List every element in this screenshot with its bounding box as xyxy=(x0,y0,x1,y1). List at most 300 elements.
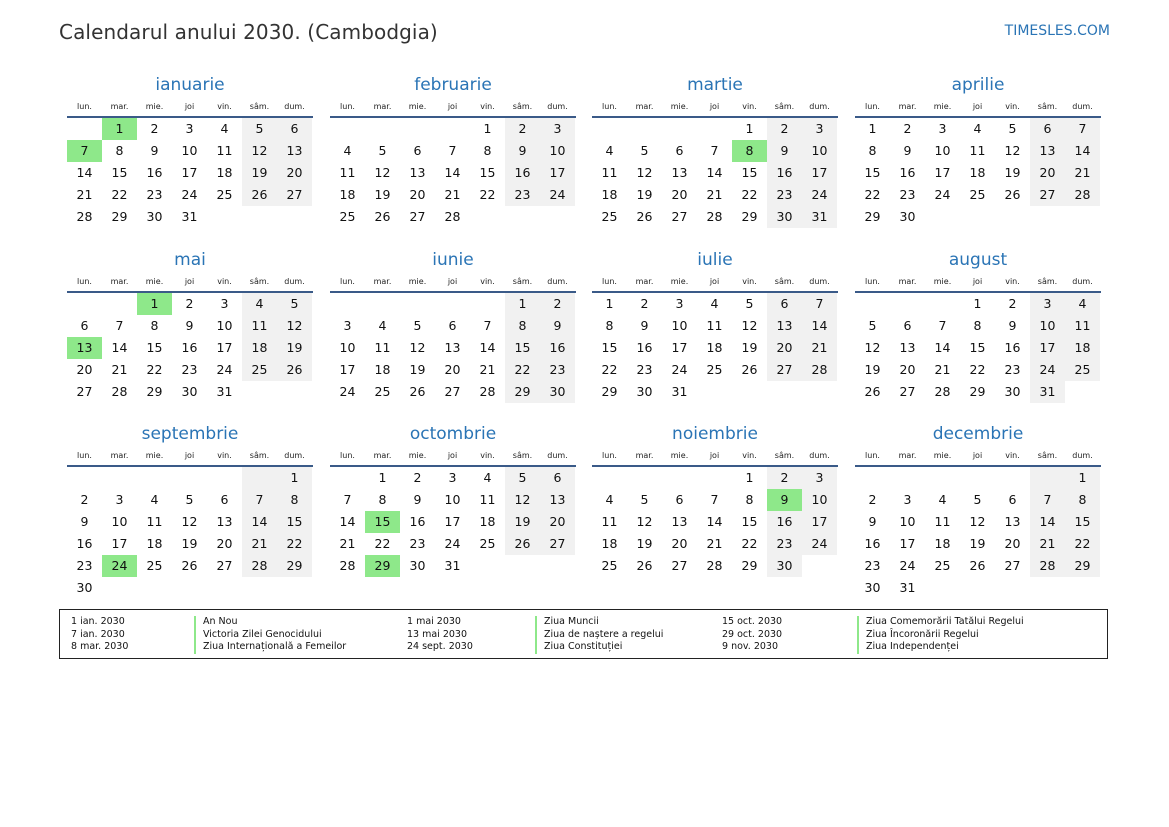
day-cell[interactable]: 24 xyxy=(802,184,837,206)
day-cell[interactable]: 10 xyxy=(934,143,951,158)
day-cell[interactable]: 26 xyxy=(505,533,540,555)
day-cell[interactable]: 19 xyxy=(374,187,391,202)
day-cell[interactable]: 28 xyxy=(706,209,723,224)
day-cell[interactable]: 7 xyxy=(710,492,719,507)
day-cell[interactable]: 2 xyxy=(868,492,877,507)
day-cell[interactable]: 13 xyxy=(671,165,688,180)
day-cell[interactable]: 29 xyxy=(601,384,618,399)
day-cell[interactable]: 29 xyxy=(969,384,986,399)
day-cell[interactable]: 26 xyxy=(409,384,426,399)
day-cell[interactable]: 30 xyxy=(146,209,163,224)
day-cell[interactable]: 14 xyxy=(802,315,837,337)
day-cell[interactable]: 26 xyxy=(864,384,881,399)
day-cell[interactable]: 3 xyxy=(185,121,194,136)
day-cell[interactable]: 16 xyxy=(1004,340,1021,355)
day-cell[interactable]: 12 xyxy=(409,340,426,355)
day-cell[interactable]: 1 xyxy=(277,467,312,489)
day-cell[interactable]: 29 xyxy=(365,555,400,577)
day-cell[interactable]: 12 xyxy=(636,514,653,529)
day-cell[interactable]: 1 xyxy=(745,470,754,485)
day-cell[interactable]: 16 xyxy=(181,340,198,355)
day-cell[interactable]: 10 xyxy=(216,318,233,333)
day-cell[interactable]: 21 xyxy=(706,187,723,202)
day-cell[interactable]: 4 xyxy=(378,318,387,333)
day-cell[interactable]: 8 xyxy=(973,318,982,333)
day-cell[interactable]: 20 xyxy=(216,536,233,551)
day-cell[interactable]: 17 xyxy=(181,165,198,180)
day-cell[interactable]: 24 xyxy=(216,362,233,377)
day-cell[interactable]: 14 xyxy=(444,165,461,180)
day-cell[interactable]: 9 xyxy=(185,318,194,333)
day-cell[interactable]: 16 xyxy=(636,340,653,355)
day-cell[interactable]: 22 xyxy=(1065,533,1100,555)
day-cell[interactable]: 17 xyxy=(444,514,461,529)
day-cell[interactable]: 26 xyxy=(277,359,312,381)
day-cell[interactable]: 16 xyxy=(146,165,163,180)
day-cell[interactable]: 28 xyxy=(934,384,951,399)
day-cell[interactable]: 17 xyxy=(1030,337,1065,359)
day-cell[interactable]: 30 xyxy=(540,381,575,403)
day-cell[interactable]: 24 xyxy=(444,536,461,551)
day-cell[interactable]: 26 xyxy=(374,209,391,224)
day-cell[interactable]: 25 xyxy=(479,536,496,551)
day-cell[interactable]: 23 xyxy=(409,536,426,551)
day-cell[interactable]: 21 xyxy=(339,536,356,551)
day-cell[interactable]: 17 xyxy=(899,536,916,551)
day-cell[interactable]: 15 xyxy=(505,337,540,359)
day-cell[interactable]: 6 xyxy=(220,492,229,507)
day-cell[interactable]: 3 xyxy=(675,296,684,311)
day-cell[interactable]: 9 xyxy=(150,143,159,158)
day-cell[interactable]: 24 xyxy=(934,187,951,202)
day-cell[interactable]: 3 xyxy=(540,118,575,140)
day-cell[interactable]: 13 xyxy=(899,340,916,355)
day-cell[interactable]: 22 xyxy=(111,187,128,202)
day-cell[interactable]: 8 xyxy=(745,492,754,507)
day-cell[interactable]: 5 xyxy=(640,143,649,158)
day-cell[interactable]: 11 xyxy=(934,514,951,529)
day-cell[interactable]: 30 xyxy=(76,580,93,595)
day-cell[interactable]: 15 xyxy=(277,511,312,533)
day-cell[interactable]: 2 xyxy=(903,121,912,136)
day-cell[interactable]: 24 xyxy=(1030,359,1065,381)
day-cell[interactable]: 21 xyxy=(111,362,128,377)
day-cell[interactable]: 18 xyxy=(601,187,618,202)
day-cell[interactable]: 3 xyxy=(903,492,912,507)
day-cell[interactable]: 25 xyxy=(601,209,618,224)
day-cell[interactable]: 18 xyxy=(601,536,618,551)
day-cell[interactable]: 18 xyxy=(934,536,951,551)
day-cell[interactable]: 11 xyxy=(242,315,277,337)
day-cell[interactable]: 25 xyxy=(374,384,391,399)
day-cell[interactable]: 7 xyxy=(483,318,492,333)
day-cell[interactable]: 29 xyxy=(1065,555,1100,577)
day-cell[interactable]: 4 xyxy=(605,492,614,507)
day-cell[interactable]: 3 xyxy=(802,467,837,489)
day-cell[interactable]: 9 xyxy=(1008,318,1017,333)
day-cell[interactable]: 6 xyxy=(413,143,422,158)
day-cell[interactable]: 25 xyxy=(216,187,233,202)
day-cell[interactable]: 4 xyxy=(343,143,352,158)
day-cell[interactable]: 2 xyxy=(150,121,159,136)
day-cell[interactable]: 6 xyxy=(675,143,684,158)
day-cell[interactable]: 26 xyxy=(969,558,986,573)
day-cell[interactable]: 27 xyxy=(767,359,802,381)
day-cell[interactable]: 27 xyxy=(899,384,916,399)
day-cell[interactable]: 11 xyxy=(374,340,391,355)
day-cell[interactable]: 8 xyxy=(732,140,767,162)
day-cell[interactable]: 27 xyxy=(277,184,312,206)
day-cell[interactable]: 2 xyxy=(185,296,194,311)
day-cell[interactable]: 19 xyxy=(741,340,758,355)
day-cell[interactable]: 1 xyxy=(102,118,137,140)
day-cell[interactable]: 5 xyxy=(1008,121,1017,136)
day-cell[interactable]: 19 xyxy=(1004,165,1021,180)
day-cell[interactable]: 5 xyxy=(242,118,277,140)
day-cell[interactable]: 4 xyxy=(1065,293,1100,315)
day-cell[interactable]: 13 xyxy=(67,337,102,359)
day-cell[interactable]: 23 xyxy=(1004,362,1021,377)
day-cell[interactable]: 4 xyxy=(483,470,492,485)
day-cell[interactable]: 23 xyxy=(181,362,198,377)
day-cell[interactable]: 20 xyxy=(767,337,802,359)
day-cell[interactable]: 28 xyxy=(706,558,723,573)
day-cell[interactable]: 25 xyxy=(146,558,163,573)
day-cell[interactable]: 12 xyxy=(277,315,312,337)
day-cell[interactable]: 14 xyxy=(1030,511,1065,533)
day-cell[interactable]: 26 xyxy=(636,209,653,224)
day-cell[interactable]: 3 xyxy=(448,470,457,485)
day-cell[interactable]: 3 xyxy=(220,296,229,311)
day-cell[interactable]: 27 xyxy=(1004,558,1021,573)
day-cell[interactable]: 22 xyxy=(741,536,758,551)
day-cell[interactable]: 14 xyxy=(76,165,93,180)
day-cell[interactable]: 20 xyxy=(76,362,93,377)
day-cell[interactable]: 7 xyxy=(67,140,102,162)
day-cell[interactable]: 22 xyxy=(505,359,540,381)
day-cell[interactable]: 17 xyxy=(111,536,128,551)
day-cell[interactable]: 10 xyxy=(540,140,575,162)
day-cell[interactable]: 6 xyxy=(277,118,312,140)
day-cell[interactable]: 13 xyxy=(540,489,575,511)
day-cell[interactable]: 21 xyxy=(802,337,837,359)
day-cell[interactable]: 18 xyxy=(374,362,391,377)
day-cell[interactable]: 25 xyxy=(969,187,986,202)
day-cell[interactable]: 24 xyxy=(181,187,198,202)
day-cell[interactable]: 21 xyxy=(479,362,496,377)
day-cell[interactable]: 26 xyxy=(636,558,653,573)
day-cell[interactable]: 1 xyxy=(745,121,754,136)
day-cell[interactable]: 7 xyxy=(802,293,837,315)
day-cell[interactable]: 5 xyxy=(640,492,649,507)
day-cell[interactable]: 17 xyxy=(802,511,837,533)
day-cell[interactable]: 4 xyxy=(605,143,614,158)
day-cell[interactable]: 25 xyxy=(706,362,723,377)
day-cell[interactable]: 22 xyxy=(277,533,312,555)
day-cell[interactable]: 11 xyxy=(601,165,618,180)
day-cell[interactable]: 6 xyxy=(80,318,89,333)
day-cell[interactable]: 12 xyxy=(741,318,758,333)
day-cell[interactable]: 2 xyxy=(640,296,649,311)
day-cell[interactable]: 30 xyxy=(767,555,802,577)
day-cell[interactable]: 6 xyxy=(540,467,575,489)
day-cell[interactable]: 22 xyxy=(864,187,881,202)
day-cell[interactable]: 3 xyxy=(1030,293,1065,315)
day-cell[interactable]: 20 xyxy=(277,162,312,184)
day-cell[interactable]: 13 xyxy=(216,514,233,529)
day-cell[interactable]: 16 xyxy=(505,162,540,184)
day-cell[interactable]: 23 xyxy=(767,184,802,206)
day-cell[interactable]: 19 xyxy=(636,187,653,202)
day-cell[interactable]: 11 xyxy=(969,143,986,158)
day-cell[interactable]: 16 xyxy=(767,162,802,184)
day-cell[interactable]: 24 xyxy=(339,384,356,399)
day-cell[interactable]: 10 xyxy=(111,514,128,529)
day-cell[interactable]: 31 xyxy=(899,580,916,595)
day-cell[interactable]: 31 xyxy=(802,206,837,228)
day-cell[interactable]: 15 xyxy=(601,340,618,355)
day-cell[interactable]: 27 xyxy=(540,533,575,555)
day-cell[interactable]: 3 xyxy=(802,118,837,140)
day-cell[interactable]: 12 xyxy=(181,514,198,529)
day-cell[interactable]: 16 xyxy=(409,514,426,529)
day-cell[interactable]: 13 xyxy=(767,315,802,337)
day-cell[interactable]: 6 xyxy=(448,318,457,333)
day-cell[interactable]: 15 xyxy=(1065,511,1100,533)
day-cell[interactable]: 19 xyxy=(242,162,277,184)
day-cell[interactable]: 3 xyxy=(938,121,947,136)
day-cell[interactable]: 4 xyxy=(938,492,947,507)
day-cell[interactable]: 28 xyxy=(339,558,356,573)
day-cell[interactable]: 12 xyxy=(242,140,277,162)
day-cell[interactable]: 13 xyxy=(671,514,688,529)
day-cell[interactable]: 29 xyxy=(277,555,312,577)
day-cell[interactable]: 8 xyxy=(378,492,387,507)
day-cell[interactable]: 10 xyxy=(181,143,198,158)
day-cell[interactable]: 22 xyxy=(969,362,986,377)
day-cell[interactable]: 11 xyxy=(479,492,496,507)
day-cell[interactable]: 12 xyxy=(969,514,986,529)
day-cell[interactable]: 7 xyxy=(1065,118,1100,140)
day-cell[interactable]: 21 xyxy=(1030,533,1065,555)
day-cell[interactable]: 24 xyxy=(671,362,688,377)
day-cell[interactable]: 4 xyxy=(242,293,277,315)
day-cell[interactable]: 13 xyxy=(444,340,461,355)
day-cell[interactable]: 25 xyxy=(339,209,356,224)
day-cell[interactable]: 23 xyxy=(146,187,163,202)
day-cell[interactable]: 12 xyxy=(1004,143,1021,158)
site-link[interactable]: TIMESLES.COM xyxy=(1004,23,1110,39)
day-cell[interactable]: 9 xyxy=(505,140,540,162)
day-cell[interactable]: 28 xyxy=(802,359,837,381)
day-cell[interactable]: 18 xyxy=(216,165,233,180)
day-cell[interactable]: 23 xyxy=(767,533,802,555)
day-cell[interactable]: 16 xyxy=(864,536,881,551)
day-cell[interactable]: 23 xyxy=(636,362,653,377)
day-cell[interactable]: 1 xyxy=(973,296,982,311)
day-cell[interactable]: 27 xyxy=(444,384,461,399)
day-cell[interactable]: 15 xyxy=(365,511,400,533)
day-cell[interactable]: 30 xyxy=(181,384,198,399)
day-cell[interactable]: 11 xyxy=(146,514,163,529)
day-cell[interactable]: 18 xyxy=(242,337,277,359)
day-cell[interactable]: 16 xyxy=(76,536,93,551)
day-cell[interactable]: 8 xyxy=(115,143,124,158)
day-cell[interactable]: 29 xyxy=(146,384,163,399)
day-cell[interactable]: 3 xyxy=(115,492,124,507)
day-cell[interactable]: 14 xyxy=(706,165,723,180)
day-cell[interactable]: 14 xyxy=(479,340,496,355)
day-cell[interactable]: 28 xyxy=(444,209,461,224)
day-cell[interactable]: 7 xyxy=(448,143,457,158)
day-cell[interactable]: 12 xyxy=(374,165,391,180)
day-cell[interactable]: 30 xyxy=(636,384,653,399)
day-cell[interactable]: 15 xyxy=(146,340,163,355)
day-cell[interactable]: 30 xyxy=(409,558,426,573)
day-cell[interactable]: 18 xyxy=(479,514,496,529)
day-cell[interactable]: 24 xyxy=(102,555,137,577)
day-cell[interactable]: 22 xyxy=(741,187,758,202)
day-cell[interactable]: 15 xyxy=(969,340,986,355)
day-cell[interactable]: 22 xyxy=(479,187,496,202)
day-cell[interactable]: 17 xyxy=(934,165,951,180)
day-cell[interactable]: 24 xyxy=(802,533,837,555)
day-cell[interactable]: 26 xyxy=(1004,187,1021,202)
day-cell[interactable]: 8 xyxy=(1065,489,1100,511)
day-cell[interactable]: 4 xyxy=(710,296,719,311)
day-cell[interactable]: 1 xyxy=(605,296,614,311)
day-cell[interactable]: 9 xyxy=(540,315,575,337)
day-cell[interactable]: 2 xyxy=(413,470,422,485)
day-cell[interactable]: 5 xyxy=(277,293,312,315)
day-cell[interactable]: 1 xyxy=(137,293,172,315)
day-cell[interactable]: 9 xyxy=(80,514,89,529)
day-cell[interactable]: 12 xyxy=(864,340,881,355)
day-cell[interactable]: 8 xyxy=(605,318,614,333)
day-cell[interactable]: 29 xyxy=(505,381,540,403)
day-cell[interactable]: 15 xyxy=(111,165,128,180)
day-cell[interactable]: 23 xyxy=(540,359,575,381)
day-cell[interactable]: 28 xyxy=(76,209,93,224)
day-cell[interactable]: 13 xyxy=(1004,514,1021,529)
day-cell[interactable]: 21 xyxy=(934,362,951,377)
day-cell[interactable]: 2 xyxy=(540,293,575,315)
day-cell[interactable]: 20 xyxy=(671,187,688,202)
day-cell[interactable]: 20 xyxy=(899,362,916,377)
day-cell[interactable]: 27 xyxy=(671,558,688,573)
day-cell[interactable]: 19 xyxy=(277,337,312,359)
day-cell[interactable]: 11 xyxy=(1065,315,1100,337)
day-cell[interactable]: 15 xyxy=(741,165,758,180)
day-cell[interactable]: 19 xyxy=(409,362,426,377)
day-cell[interactable]: 21 xyxy=(76,187,93,202)
day-cell[interactable]: 29 xyxy=(111,209,128,224)
day-cell[interactable]: 15 xyxy=(864,165,881,180)
day-cell[interactable]: 5 xyxy=(378,143,387,158)
day-cell[interactable]: 9 xyxy=(767,140,802,162)
day-cell[interactable]: 28 xyxy=(1030,555,1065,577)
day-cell[interactable]: 7 xyxy=(1030,489,1065,511)
day-cell[interactable]: 29 xyxy=(741,558,758,573)
day-cell[interactable]: 1 xyxy=(483,121,492,136)
day-cell[interactable]: 25 xyxy=(1065,359,1100,381)
day-cell[interactable]: 14 xyxy=(934,340,951,355)
day-cell[interactable]: 21 xyxy=(1065,162,1100,184)
day-cell[interactable]: 23 xyxy=(505,184,540,206)
day-cell[interactable]: 2 xyxy=(1008,296,1017,311)
day-cell[interactable]: 5 xyxy=(973,492,982,507)
day-cell[interactable]: 1 xyxy=(505,293,540,315)
day-cell[interactable]: 11 xyxy=(339,165,356,180)
day-cell[interactable]: 23 xyxy=(864,558,881,573)
day-cell[interactable]: 13 xyxy=(277,140,312,162)
day-cell[interactable]: 20 xyxy=(1004,536,1021,551)
day-cell[interactable]: 10 xyxy=(339,340,356,355)
day-cell[interactable]: 29 xyxy=(741,209,758,224)
day-cell[interactable]: 11 xyxy=(216,143,233,158)
day-cell[interactable]: 22 xyxy=(146,362,163,377)
day-cell[interactable]: 4 xyxy=(220,121,229,136)
day-cell[interactable]: 1 xyxy=(1065,467,1100,489)
day-cell[interactable]: 11 xyxy=(601,514,618,529)
day-cell[interactable]: 14 xyxy=(111,340,128,355)
day-cell[interactable]: 28 xyxy=(479,384,496,399)
day-cell[interactable]: 5 xyxy=(505,467,540,489)
day-cell[interactable]: 21 xyxy=(242,533,277,555)
day-cell[interactable]: 2 xyxy=(767,118,802,140)
day-cell[interactable]: 2 xyxy=(767,467,802,489)
day-cell[interactable]: 7 xyxy=(115,318,124,333)
day-cell[interactable]: 21 xyxy=(444,187,461,202)
day-cell[interactable]: 12 xyxy=(636,165,653,180)
day-cell[interactable]: 22 xyxy=(374,536,391,551)
day-cell[interactable]: 31 xyxy=(671,384,688,399)
day-cell[interactable]: 19 xyxy=(505,511,540,533)
day-cell[interactable]: 18 xyxy=(339,187,356,202)
day-cell[interactable]: 28 xyxy=(242,555,277,577)
day-cell[interactable]: 18 xyxy=(1065,337,1100,359)
day-cell[interactable]: 24 xyxy=(899,558,916,573)
day-cell[interactable]: 4 xyxy=(973,121,982,136)
day-cell[interactable]: 10 xyxy=(671,318,688,333)
day-cell[interactable]: 1 xyxy=(378,470,387,485)
day-cell[interactable]: 5 xyxy=(185,492,194,507)
day-cell[interactable]: 12 xyxy=(505,489,540,511)
day-cell[interactable]: 25 xyxy=(242,359,277,381)
day-cell[interactable]: 30 xyxy=(1004,384,1021,399)
day-cell[interactable]: 3 xyxy=(343,318,352,333)
day-cell[interactable]: 29 xyxy=(864,209,881,224)
day-cell[interactable]: 16 xyxy=(540,337,575,359)
day-cell[interactable]: 27 xyxy=(671,209,688,224)
day-cell[interactable]: 28 xyxy=(111,384,128,399)
day-cell[interactable]: 30 xyxy=(899,209,916,224)
day-cell[interactable]: 27 xyxy=(1030,184,1065,206)
day-cell[interactable]: 18 xyxy=(146,536,163,551)
day-cell[interactable]: 5 xyxy=(868,318,877,333)
day-cell[interactable]: 15 xyxy=(479,165,496,180)
day-cell[interactable]: 19 xyxy=(181,536,198,551)
day-cell[interactable]: 26 xyxy=(741,362,758,377)
day-cell[interactable]: 8 xyxy=(150,318,159,333)
day-cell[interactable]: 10 xyxy=(802,140,837,162)
day-cell[interactable]: 28 xyxy=(1065,184,1100,206)
day-cell[interactable]: 5 xyxy=(413,318,422,333)
day-cell[interactable]: 31 xyxy=(181,209,198,224)
day-cell[interactable]: 9 xyxy=(413,492,422,507)
day-cell[interactable]: 10 xyxy=(444,492,461,507)
day-cell[interactable]: 7 xyxy=(710,143,719,158)
